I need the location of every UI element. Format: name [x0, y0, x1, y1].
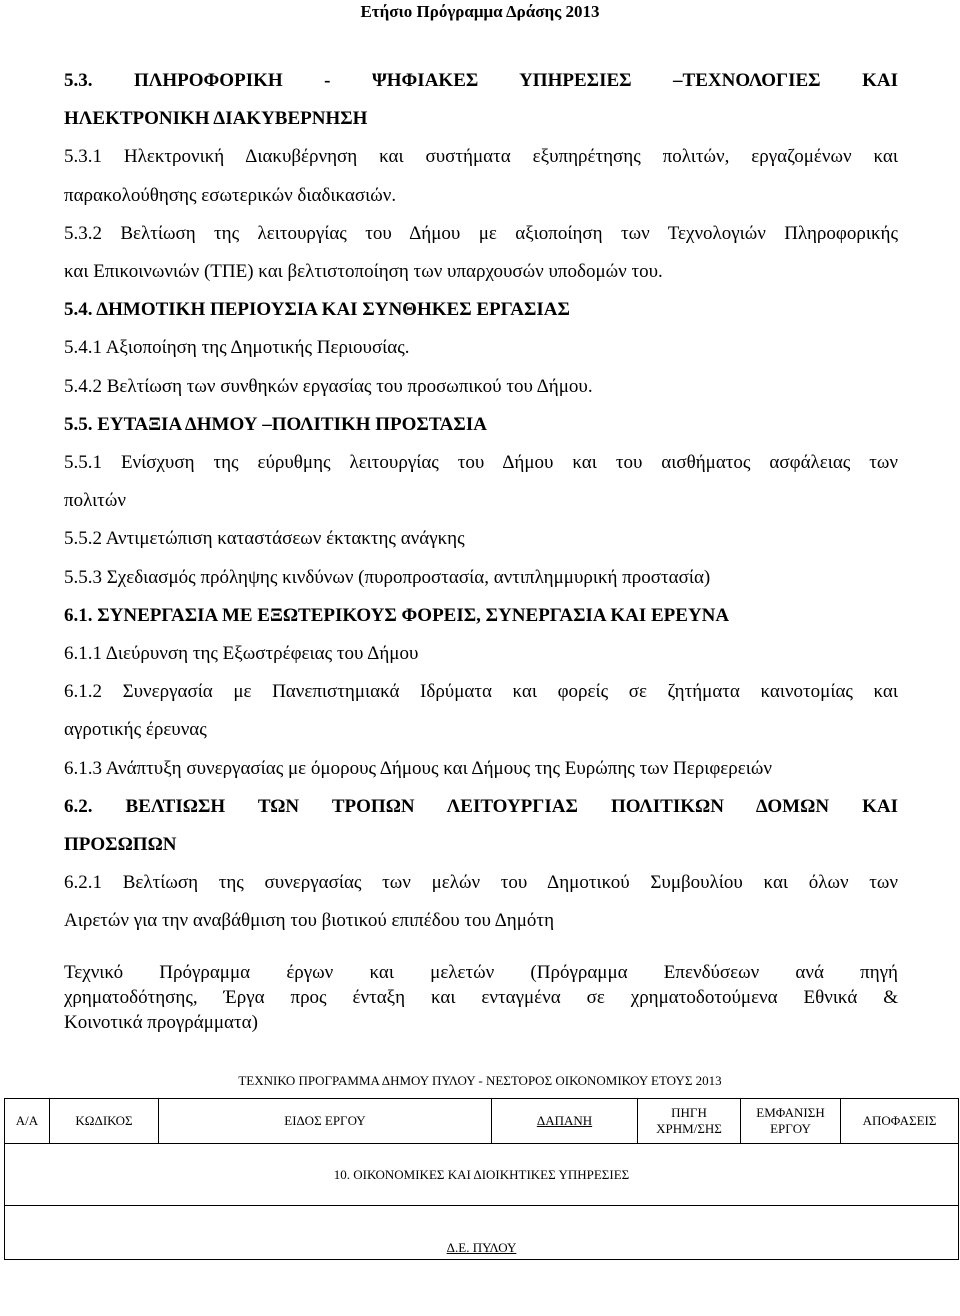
- intro-line-1: Τεχνικό Πρόγραμμα έργων και μελετών (Πρόγραμμα Επενδύσεων ανά πηγή: [64, 962, 898, 983]
- column-header-code: ΚΩΔΙΚΟΣ: [50, 1099, 159, 1144]
- item-5-5-1-line-2: πολιτών: [64, 490, 126, 512]
- subsection-label: Δ.Ε. ΠΥΛΟΥ: [5, 1206, 959, 1260]
- column-header-cost: ΔΑΠΑΝΗ: [492, 1099, 638, 1144]
- item-5-5-1-line-1: 5.5.1 Ενίσχυση της εύρυθμης λειτουργίας του Δήμου και του αισθήματος ασφάλειας των: [64, 452, 898, 474]
- heading-6-1: 6.1. ΣΥΝΕΡΓΑΣΙΑ ΜΕ ΕΞΩΤΕΡΙΚΟΥΣ ΦΟΡΕΙΣ, ΣΥΝΕΡΓΑΣΙΑ ΚΑΙ ΕΡΕΥΝΑ: [64, 604, 730, 626]
- funding-source-label-1: ΠΗΓΗ: [671, 1105, 707, 1120]
- column-header-aa: Α/Α: [5, 1099, 50, 1144]
- table-title: ΤΕΧΝΙΚΟ ΠΡΟΓΡΑΜΜΑ ΔΗΜΟΥ ΠΥΛΟΥ - ΝΕΣΤΟΡΟΣ ΟΙΚΟΝΟΜΙΚΟΥ ΕΤΟΥΣ 2013: [238, 1073, 722, 1088]
- column-header-work-type: ΕΙΔΟΣ ΕΡΓΟΥ: [159, 1099, 492, 1144]
- intro-line-3: Κοινοτικά προγράμματα): [64, 1012, 258, 1033]
- item-5-3-2-line-2: και Επικοινωνιών (ΤΠΕ) και βελτιστοποίηση των υπαρχουσών υποδομών του.: [64, 261, 663, 283]
- heading-5-5: 5.5. ΕΥΤΑΞΙΑ ΔΗΜΟΥ –ΠΟΛΙΤΙΚΗ ΠΡΟΣΤΑΣΙΑ: [64, 413, 487, 435]
- item-5-5-2: 5.5.2 Αντιμετώπιση καταστάσεων έκτακτης ανάγκης: [64, 528, 465, 550]
- item-5-3-2-line-1: 5.3.2 Βελτίωση της λειτουργίας του Δήμου με αξιοποίηση των Τεχνολογιών Πληροφορικής: [64, 222, 898, 244]
- table-header-row: [5, 1099, 959, 1144]
- item-6-1-1: 6.1.1 Διεύρυνση της Εξωστρέφειας του Δήμου: [64, 643, 419, 665]
- item-6-1-3: 6.1.3 Ανάπτυξη συνεργασίας με όμορους Δήμους και Δήμους της Ευρώπης των Περιφερειών: [64, 757, 772, 779]
- work-appearance-label-2: ΕΡΓΟΥ: [770, 1121, 811, 1136]
- technical-program-table: [4, 1098, 959, 1260]
- column-header-work-appearance: [741, 1099, 841, 1144]
- item-5-5-3: 5.5.3 Σχεδιασμός πρόληψης κινδύνων (πυροπροστασία, αντιπλημμυρική προστασία): [64, 566, 711, 588]
- work-appearance-label-1: ΕΜΦΑΝΙΣΗ: [756, 1105, 825, 1120]
- table-section-row: [5, 1144, 959, 1206]
- item-6-1-2-line-2: αγροτικής έρευνας: [64, 719, 207, 741]
- heading-5-4: 5.4. ΔΗΜΟΤΙΚΗ ΠΕΡΙΟΥΣΙΑ ΚΑΙ ΣΥΝΘΗΚΕΣ ΕΡΓΑΣΙΑΣ: [64, 299, 570, 321]
- item-6-1-2-line-1: 6.1.2 Συνεργασία με Πανεπιστημιακά Ιδρύματα και φορείς σε ζητήματα καινοτομίας και: [64, 681, 898, 703]
- column-header-funding-source: [638, 1099, 741, 1144]
- item-5-3-1-line-1: 5.3.1 Ηλεκτρονική Διακυβέρνηση και συστήματα εξυπηρέτησης πολιτών, εργαζομένων και: [64, 146, 898, 168]
- table-subsection-row: [5, 1206, 959, 1260]
- item-5-3-1-line-2: παρακολούθησης εσωτερικών διαδικασιών.: [64, 184, 397, 206]
- item-6-2-1-line-2: Αιρετών για την αναβάθμιση του βιοτικού επιπέδου του Δημότη: [64, 910, 555, 932]
- item-5-4-1: 5.4.1 Αξιοποίηση της Δημοτικής Περιουσίας.: [64, 337, 410, 359]
- item-6-2-1-line-1: 6.2.1 Βελτίωση της συνεργασίας των μελών του Δημοτικού Συμβουλίου και όλων των: [64, 872, 898, 894]
- document-body: [64, 62, 898, 941]
- heading-6-2-line-1: 6.2. ΒΕΛΤΙΩΣΗ ΤΩΝ ΤΡΟΠΩΝ ΛΕΙΤΟΥΡΓΙΑΣ ΠΟΛΙΤΙΚΩΝ ΔΟΜΩΝ ΚΑΙ: [64, 795, 898, 817]
- column-header-decisions: ΑΠΟΦΑΣΕΙΣ: [841, 1099, 959, 1144]
- page-header: Ετήσιο Πρόγραμμα Δράσης 2013: [360, 2, 600, 21]
- heading-5-3-line-1: 5.3. ΠΛΗΡΟΦΟΡΙΚΗ - ΨΗΦΙΑΚΕΣ ΥΠΗΡΕΣΙΕΣ –ΤΕΧΝΟΛΟΓΙΕΣ ΚΑΙ: [64, 70, 898, 91]
- technical-program-intro: [64, 960, 898, 1035]
- item-5-4-2: 5.4.2 Βελτίωση των συνθηκών εργασίας του προσωπικού του Δήμου.: [64, 375, 593, 397]
- heading-5-3-line-2: ΗΛΕΚΤΡΟΝΙΚΗ ΔΙΑΚΥΒΕΡΝΗΣΗ: [64, 108, 368, 130]
- section-label: 10. ΟΙΚΟΝΟΜΙΚΕΣ ΚΑΙ ΔΙΟΙΚΗΤΙΚΕΣ ΥΠΗΡΕΣΙΕΣ: [5, 1144, 959, 1206]
- heading-6-2-line-2: ΠΡΟΣΩΠΩΝ: [64, 834, 177, 856]
- intro-line-2: χρηματοδότησης, Έργα προς ένταξη και ενταγμένα σε χρηματοδοτούμενα Εθνικά &: [64, 987, 898, 1008]
- funding-source-label-2: ΧΡΗΜ/ΣΗΣ: [656, 1121, 722, 1136]
